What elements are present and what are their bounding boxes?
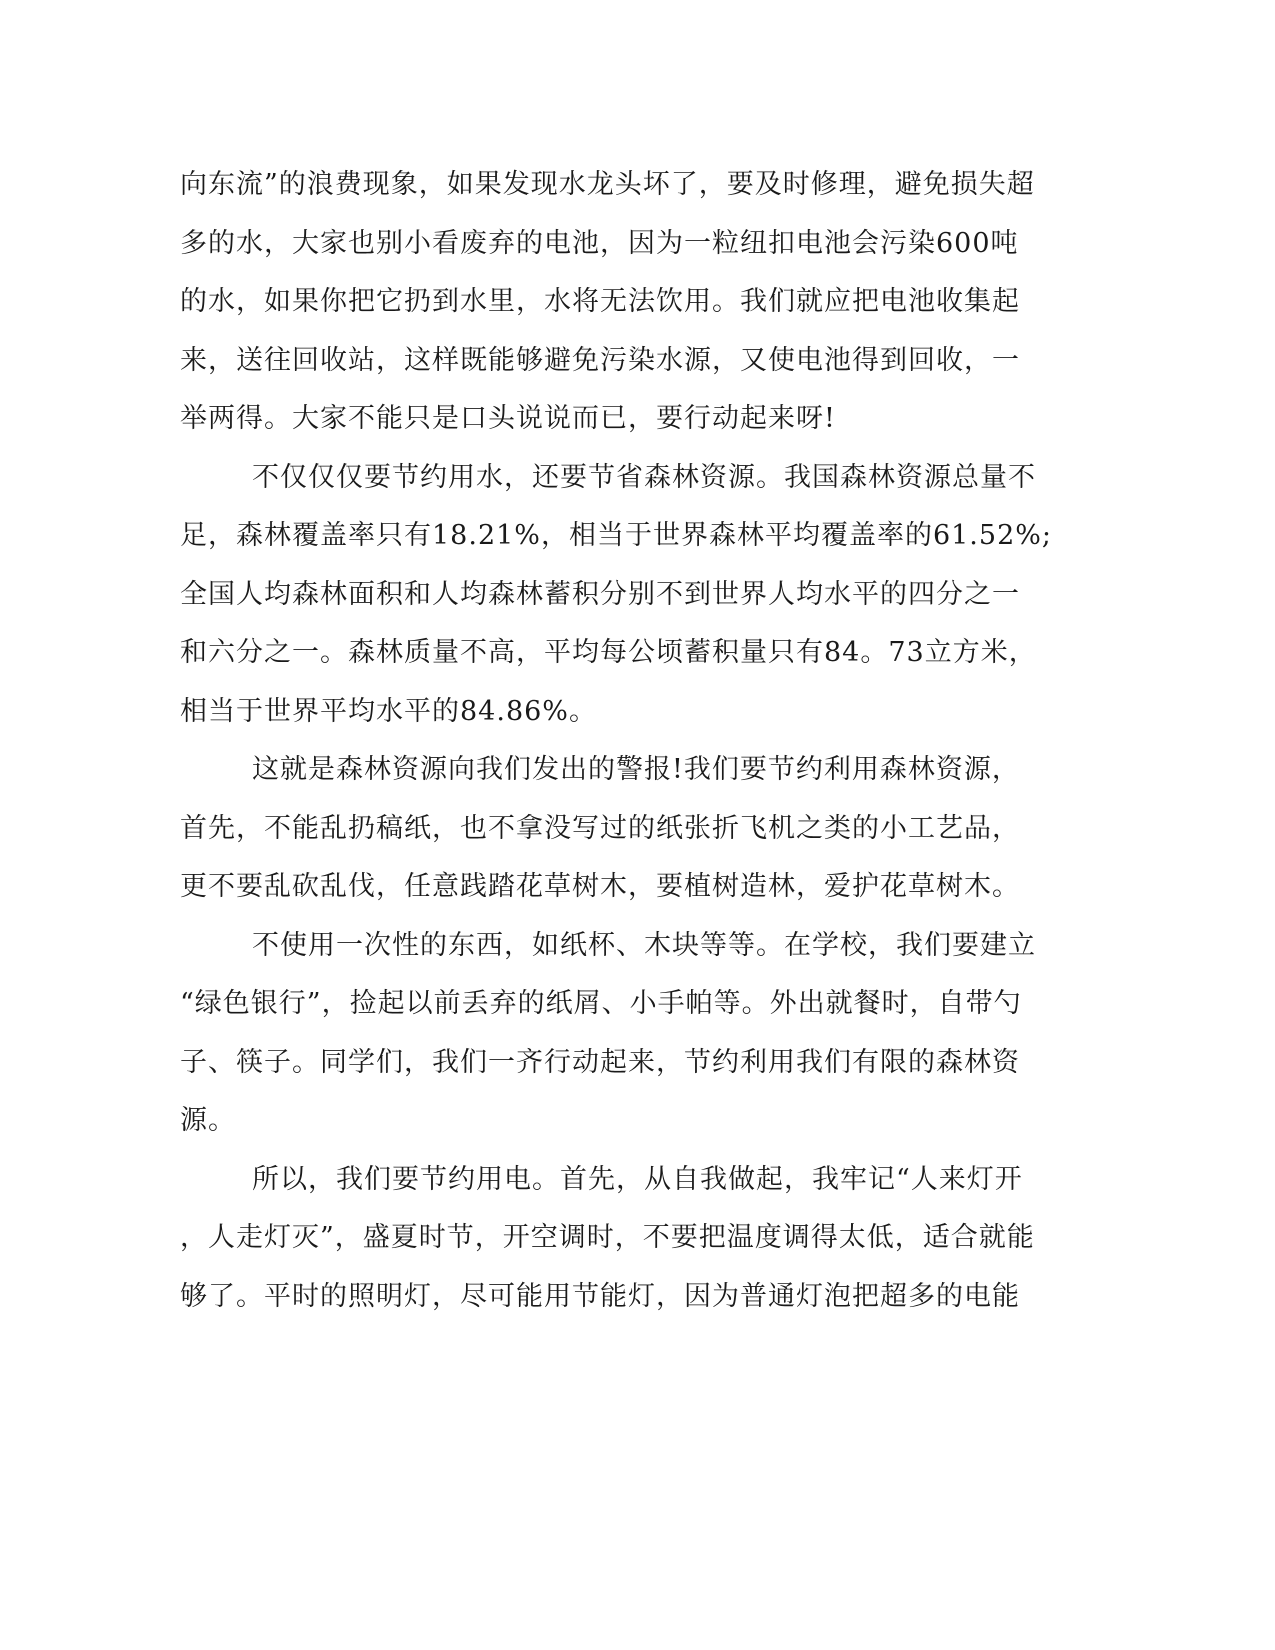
text-line: 够了。平时的照明灯，尽可能用节能灯，因为普通灯泡把超多的电能 <box>180 1280 1020 1312</box>
text-line: ，人走灯灭”，盛夏时节，开空调时，不要把温度调得太低，适合就能 <box>180 1222 1035 1253</box>
paragraph-first-line: 不仅仅仅要节约用水，还要节省森林资源。我国森林资源总量不 <box>252 461 1036 493</box>
text-line: 足，森林覆盖率只有18.21%，相当于世界森林平均覆盖率的61.52%; <box>180 520 1052 551</box>
text-line: 全国人均森林面积和人均森林蓄积分别不到世界人均水平的四分之一 <box>180 578 1020 610</box>
text-line: 举两得。大家不能只是口头说说而已，要行动起来呀! <box>180 403 836 434</box>
text-line: “绿色银行”，捡起以前丢弃的纸屑、小手帕等。外出就餐时，自带勺 <box>180 988 1022 1019</box>
text-line: 源。 <box>180 1105 236 1136</box>
text-line: 子、筷子。同学们，我们一齐行动起来，节约利用我们有限的森林资 <box>180 1046 1020 1078</box>
text-line: 的水，如果你把它扔到水里，水将无法饮用。我们就应把电池收集起 <box>180 286 1020 317</box>
text-line: 向东流”的浪费现象，如果发现水龙头坏了，要及时修理，避免损失超 <box>180 169 1035 200</box>
text-line: 首先，不能乱扔稿纸，也不拿没写过的纸张折飞机之类的小工艺品， <box>180 812 1020 844</box>
text-line: 相当于世界平均水平的84.86%。 <box>180 695 597 727</box>
document-body <box>180 156 1080 1326</box>
paragraph-first-line: 这就是森林资源向我们发出的警报!我们要节约利用森林资源， <box>252 754 1020 785</box>
text-line: 更不要乱砍乱伐，任意践踏花草树木，要植树造林，爱护花草树木。 <box>180 871 1020 902</box>
text-line: 来，送往回收站，这样既能够避免污染水源，又使电池得到回收，一 <box>180 344 1020 376</box>
text-line: 和六分之一。森林质量不高，平均每公顷蓄积量只有84。73立方米， <box>180 637 1037 668</box>
paragraph-first-line: 所以，我们要节约用电。首先，从自我做起，我牢记“人来灯开 <box>252 1163 1023 1195</box>
paragraph-first-line: 不使用一次性的东西，如纸杯、木块等等。在学校，我们要建立 <box>252 929 1036 961</box>
text-line: 多的水，大家也别小看废弃的电池，因为一粒纽扣电池会污染600吨 <box>180 227 1019 259</box>
